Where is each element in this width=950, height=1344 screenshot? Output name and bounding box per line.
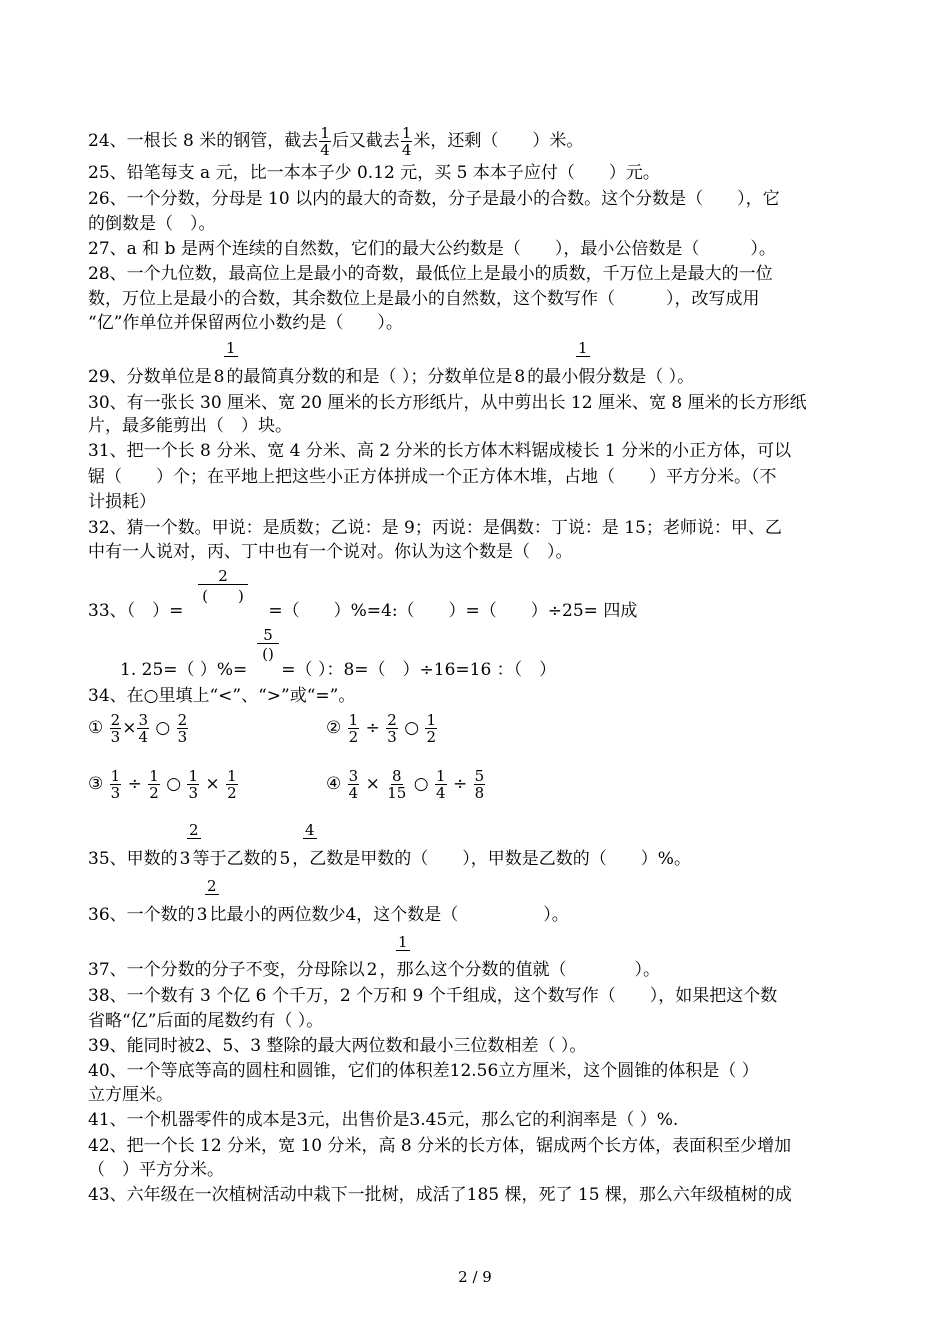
question-25: 25、铅笔每支 a 元，比一本本子少 0.12 元，买 5 本本子应付（ ）元。 — [88, 163, 660, 183]
fraction: $\frac{2}{3}$ — [177, 711, 188, 746]
question-28-line1: 28、一个九位数，最高位上是最小的奇数，最低位上是最小的质数，千万位上是最大的一位 — [88, 264, 773, 284]
compare-circle-icon[interactable]: ○ — [404, 718, 420, 738]
question-38-line1: 38、一个数有 3 个亿 6 个千万，2 个万和 9 个千组成，这个数写作（ ），如果把这个数 — [88, 986, 778, 1006]
fraction: $\frac{2}{3}$ — [387, 711, 397, 746]
compare-circle-icon[interactable]: ○ — [155, 718, 171, 738]
question-41: 41、一个机器零件的成本是3元，出售价是3.45元，那么它的利润率是（ ）%. — [88, 1110, 679, 1130]
question-29: 29、分数单位是 8 的最简真分数的和是（ ）；分数单位是 8 的最小假分数是（ ）。 — [88, 367, 695, 387]
q37-fraction: 1 — [398, 933, 408, 951]
fraction: $\frac{2}{3}$ — [110, 711, 121, 746]
question-37: 37、一个分数的分子不变，分母除以 2 ，那么这个分数的值就（ ）。 — [88, 960, 660, 980]
question-31-line2: 锯（ ）个；在平地上把这些小正方体拼成一个正方体木堆，占地（ ）平方分米。（不 — [88, 467, 777, 487]
question-28-line3: “亿”作单位并保留两位小数约是（ ）。 — [88, 313, 403, 333]
q24-text-mid: 后又截去 — [331, 131, 400, 151]
page-number: 2 / 9 — [458, 1268, 492, 1286]
q29-fraction-2: 1 — [578, 339, 588, 357]
fraction: $\frac{1}{3}$ — [188, 767, 199, 802]
question-28-line2: 数，万位上是最小的合数，其余数位上是最小的自然数，这个数写作（ ），改写成用 — [88, 289, 760, 309]
fraction: $\frac{5}{8}$ — [474, 767, 485, 802]
fraction: $\frac{1}{2}$ — [149, 767, 159, 802]
q33b-fraction-denominator: () — [262, 645, 274, 663]
question-26-line1: 26、一个分数，分母是 10 以内的最大的奇数，分子是最小的合数。这个分数是（ ），它 — [88, 189, 780, 209]
question-35: 35、甲数的 3 等于乙数的 5 ，乙数是甲数的（ ），甲数是乙数的（ ）%。 — [88, 849, 691, 869]
fraction: $\frac{1}{2}$ — [426, 711, 437, 746]
q33-fraction-denominator: ( ) — [202, 587, 244, 605]
question-27: 27、a 和 b 是两个连续的自然数，它们的最大公约数是（ ），最小公倍数是（ ）。 — [88, 239, 776, 259]
question-43: 43、六年级在一次植树活动中栽下一批树，成活了185 棵，死了 15 棵，那么六年级植树的成 — [88, 1185, 792, 1205]
question-36: 36、一个数的 3 比最小的两位数少4，这个数是（ ）。 — [88, 905, 569, 925]
question-33-line1: 33、（ ）= =（ ）%=4:（ ）=（ ）÷25= 四成 — [88, 601, 638, 621]
question-40-line1: 40、一个等底等高的圆柱和圆锥，它们的体积差12.56立方厘米，这个圆锥的体积是（ ） — [88, 1061, 759, 1081]
question-31-line3: 计损耗） — [88, 492, 156, 512]
q29-denominator-1: 8 — [213, 367, 225, 387]
q34-expr-2: ② $\frac{1}{2}$ ÷ $\frac{2}{3}$ ○ $\frac{1}{2}$ — [326, 711, 437, 746]
fraction: $\frac{1}{4}$ — [401, 124, 412, 159]
q24-text-pre: 24、一根长 8 米的钢管，截去 — [88, 131, 319, 151]
question-40-line2: 立方厘米。 — [88, 1085, 173, 1105]
q33-fraction-numerator: 2 — [198, 568, 248, 585]
fraction: $\frac{1}{3}$ — [110, 767, 121, 802]
fraction: $\frac{3}{4}$ — [348, 767, 359, 802]
q34-expr-1: ① $\frac{2}{3}$ × $\frac{3}{4}$ ○ $\frac{2}{3}$ — [88, 711, 188, 746]
q34-expr-4: ④ $\frac{3}{4}$ × $\frac{8}{15}$ ○ $\frac{1}{4}$ ÷ $\frac{5}{8}$ — [326, 767, 485, 802]
q33b-fraction-numerator: 5 — [257, 627, 279, 644]
question-30-line1: 30、有一张长 30 厘米、宽 20 厘米的长方形纸片，从中剪出长 12 厘米、宽 8 厘米的长方形纸 — [88, 393, 807, 413]
question-39: 39、能同时被2、5、3 整除的最大两位数和最小三位数相差（ ）。 — [88, 1036, 587, 1056]
question-26-line2: 的倒数是（ ）。 — [88, 214, 216, 234]
q35-fraction-2: 4 — [305, 821, 315, 839]
question-38-line2: 省略“亿”后面的尾数约有（ ）。 — [88, 1011, 324, 1031]
fraction: $\frac{1}{4}$ — [436, 767, 446, 802]
question-33-line2: 1. 25=（ ）%= =（ ）：8=（ ）÷16=16 ：（ ） — [120, 660, 557, 680]
question-30-line2: 片，最多能剪出（ ）块。 — [88, 416, 292, 436]
q36-fraction: 2 — [207, 877, 217, 895]
question-32-line2: 中有一人说对，丙、丁中也有一个说对。你认为这个数是（ ）。 — [88, 542, 573, 562]
q24-text-post: 米，还剩（ ）米。 — [413, 131, 584, 151]
question-42-line1: 42、把一个长 12 分米，宽 10 分米，高 8 分米的长方体，锯成两个长方体，表面积至少增加 — [88, 1136, 792, 1156]
q29-fraction-1: 1 — [226, 339, 236, 357]
compare-circle-icon[interactable]: ○ — [166, 774, 182, 794]
q35-fraction-1: 2 — [189, 821, 199, 839]
question-42-line2: （ ）平方分米。 — [88, 1160, 224, 1180]
fraction: $\frac{1}{2}$ — [348, 711, 359, 746]
question-32-line1: 32、猜一个数。甲说：是质数；乙说：是 9；丙说：是偶数：丁说：是 15；老师说：甲、乙 — [88, 518, 782, 538]
q34-expr-3: ③ $\frac{1}{3}$ ÷ $\frac{1}{2}$ ○ $\frac{1}{3}$ × $\frac{1}{2}$ — [88, 767, 237, 802]
question-34-title: 34、在○里填上“<”、“>”或“=”。 — [88, 686, 356, 706]
q29-denominator-2: 8 — [514, 367, 526, 387]
fraction: $\frac{1}{2}$ — [227, 767, 237, 802]
fraction: $\frac{8}{15}$ — [387, 767, 407, 802]
compare-circle-icon[interactable]: ○ — [413, 774, 429, 794]
fraction: $\frac{1}{4}$ — [320, 124, 330, 159]
fraction: $\frac{3}{4}$ — [138, 711, 148, 746]
question-31-line1: 31、把一个长 8 分米、宽 4 分米、高 2 分米的长方体木料锯成棱长 1 分米的小正方体，可以 — [88, 441, 792, 461]
question-24 — [88, 125, 583, 158]
